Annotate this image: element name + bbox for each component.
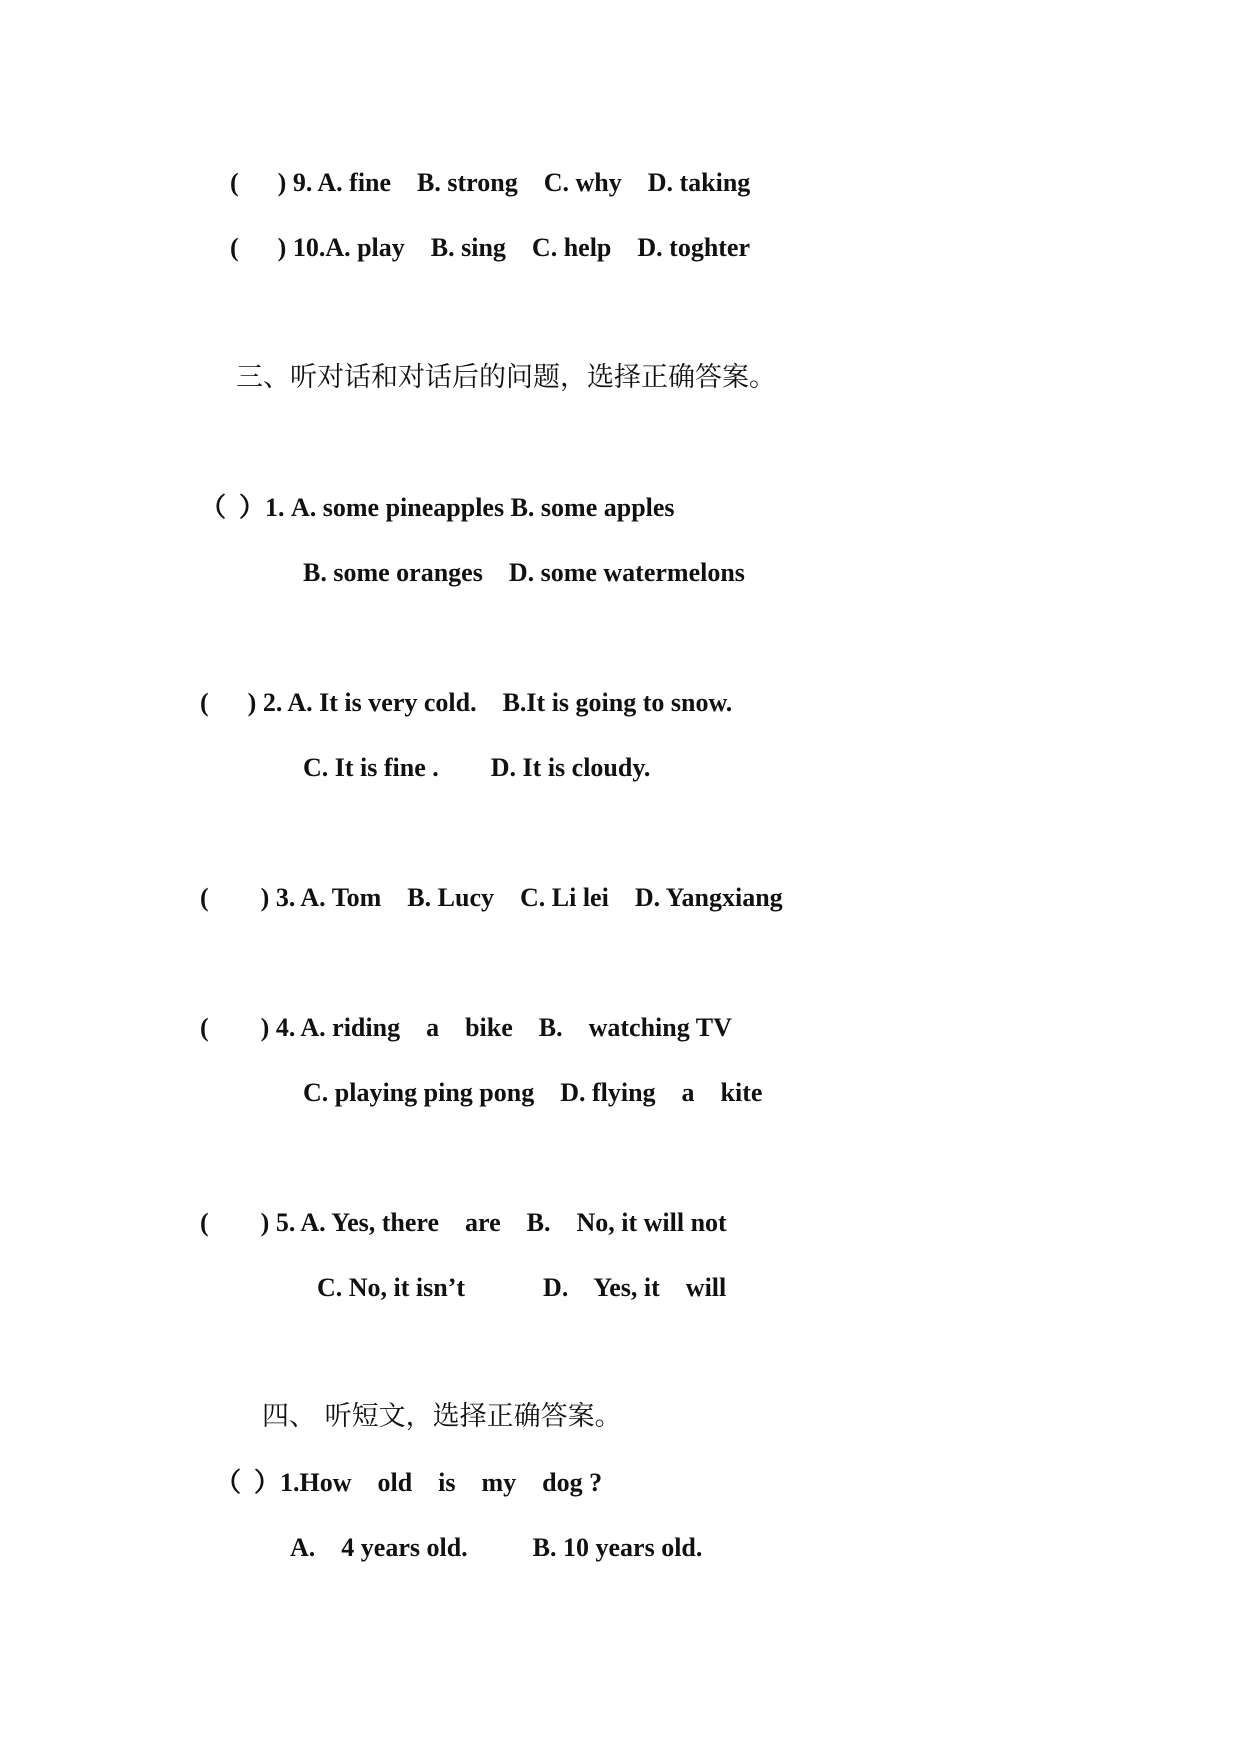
question-10: ( ) 10.A. play B. sing C. help D. toghter (230, 233, 751, 262)
section-4-heading: 四、 听短文，选择正确答案。 (262, 1401, 622, 1432)
s3-question-2: ( ) 2. A. It is very cold. B.It is going to snow. (200, 688, 733, 717)
s3-question-1: （ ）1. A. some pineapples B. some apples (200, 493, 675, 522)
s3-question-5: ( ) 5. A. Yes, there are B. No, it will not (200, 1208, 727, 1237)
s3-question-4: ( ) 4. A. riding a bike B. watching TV (200, 1013, 732, 1042)
question-9: ( ) 9. A. fine B. strong C. why D. taking (230, 168, 751, 197)
s3-question-4-options: C. playing ping pong D. flying a kite (303, 1078, 763, 1107)
section-3-heading: 三、听对话和对话后的问题，选择正确答案。 (236, 362, 776, 393)
s3-question-5-options: C. No, it isn’t D. Yes, it will (317, 1273, 727, 1302)
s4-question-1-options: A. 4 years old. B. 10 years old. (290, 1533, 703, 1562)
s3-question-3: ( ) 3. A. Tom B. Lucy C. Li lei D. Yangxiang (200, 883, 783, 912)
s3-question-1-options: B. some oranges D. some watermelons (303, 558, 745, 587)
s4-question-1: （ ）1.How old is my dog ? (215, 1468, 603, 1497)
s3-question-2-options: C. It is fine . D. It is cloudy. (303, 753, 651, 782)
